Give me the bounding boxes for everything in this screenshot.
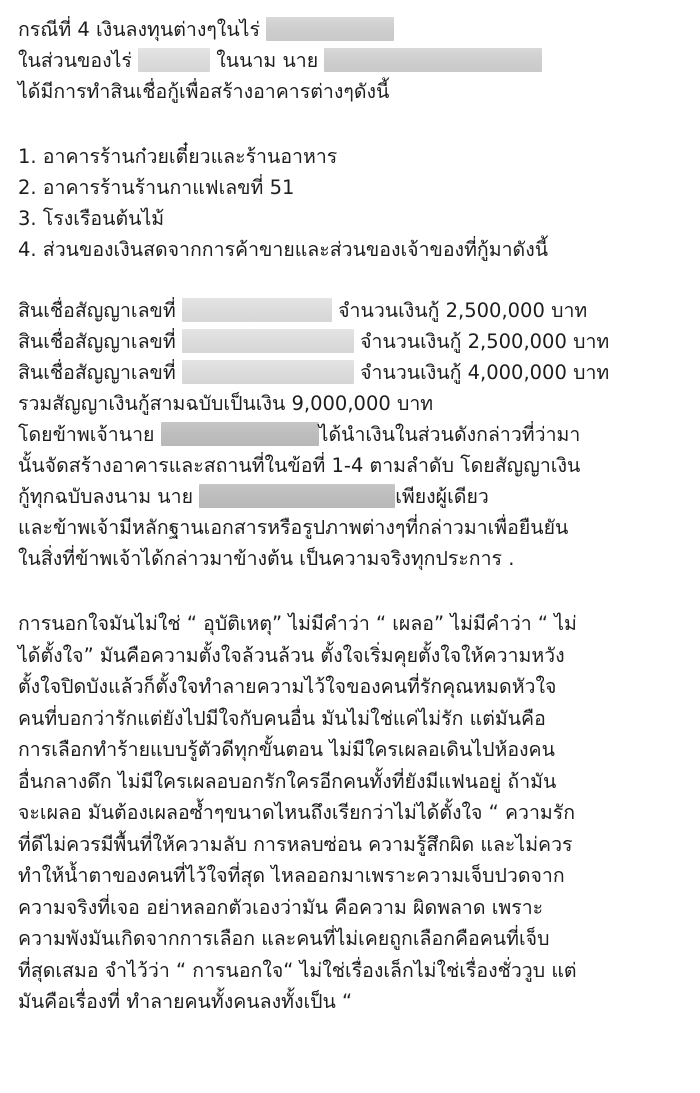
redaction-bar xyxy=(182,360,354,384)
intro-line-3: ได้มีการทำสินเชื่อกู้เพื่อสร้างอาคารต่างๆดังนี้ xyxy=(18,80,390,103)
list-item: 2. อาคารร้านร้านกาแฟเลขที่ 51 xyxy=(18,176,295,199)
intro-line-1 xyxy=(18,14,682,45)
essay-line: ทำให้น้ำตาของคนที่ไว้ใจที่สุด ไหลออกมาเพราะความเจ็บปวดจาก xyxy=(18,864,565,887)
loan-total: รวมสัญญาเงินกู้สามฉบับเป็นเงิน 9,000,000 บาท xyxy=(18,392,434,415)
statement-line-3-text-b: เพียงผู้เดียว xyxy=(395,485,489,508)
list-item: 3. โรงเรือนต้นไม้ xyxy=(18,207,165,230)
essay-line: จะเผลอ มันต้องเผลอซ้ำๆขนาดไหนถึงเรียกว่าไม่ได้ตั้งใจ “ ความรัก xyxy=(18,801,576,824)
redaction-bar xyxy=(138,48,210,72)
spacer xyxy=(18,107,682,141)
intro-line-2-text-b: ในนาม นาย xyxy=(210,49,325,72)
redaction-bar xyxy=(182,298,332,322)
essay-line: ความพังมันเกิดจากการเลือก และคนที่ไม่เคยถูกเลือกคือคนที่เจ็บ xyxy=(18,927,550,950)
essay-line: มันคือเรื่องที่ ทำลายคนทั้งคนลงทั้งเป็น “ xyxy=(18,990,353,1013)
loan-label: สินเชื่อสัญญาเลขที่ xyxy=(18,330,182,353)
redaction-bar xyxy=(199,484,395,508)
loan-label: สินเชื่อสัญญาเลขที่ xyxy=(18,299,182,322)
loan-amount: จำนวนเงินกู้ 2,500,000 บาท xyxy=(331,299,588,322)
essay-line: ที่สุดเสมอ จำไว้ว่า “ การนอกใจ“ ไม่ใช่เรื่องเล็กไม่ใช่เรื่องชั่ววูบ แต่ xyxy=(18,958,577,982)
redaction-bar xyxy=(182,329,354,353)
loan-row xyxy=(18,357,682,388)
loan-row xyxy=(18,295,682,326)
intro-paragraph xyxy=(18,14,682,107)
essay-line: คนที่บอกว่ารักแต่ยังไปมีใจกับคนอื่น มันไม่ใช่แค่ไม่รัก แต่มันคือ xyxy=(18,706,546,730)
loan-amount: จำนวนเงินกู้ 4,000,000 บาท xyxy=(353,361,610,384)
statement-line-1-text: โดยข้าพเจ้านาย xyxy=(18,423,161,446)
intro-line-1-text: กรณีที่ 4 เงินลงทุนต่างๆในไร่ xyxy=(18,18,267,41)
redaction-bar xyxy=(161,422,319,446)
statement-line-1 xyxy=(18,419,682,450)
loan-label: สินเชื่อสัญญาเลขที่ xyxy=(18,361,182,384)
essay-line: ความจริงที่เจอ อย่าหลอกตัวเองว่ามัน คือความ ผิดพลาด เพราะ xyxy=(18,895,544,919)
loan-row xyxy=(18,326,682,357)
loan-list xyxy=(18,295,682,419)
essay-line: ตั้งใจปิดบังแล้วก็ตั้งใจทำลายความไว้ใจของคนที่รักคุณหมดหัวใจ xyxy=(18,675,557,698)
statement-paragraph xyxy=(18,419,682,574)
essay-line: การนอกใจมันไม่ใช่ “ อุบัติเหตุ” ไม่มีคำว่า “ เผลอ” ไม่มีคำว่า “ ไม่ xyxy=(18,612,577,635)
spacer xyxy=(18,574,682,608)
statement-line-4: และข้าพเจ้ามีหลักฐานเอกสารหรือรูปภาพต่างๆที่กล่าวมาเพื่อยืนยัน xyxy=(18,516,569,539)
redaction-bar xyxy=(324,48,542,72)
redaction-bar xyxy=(266,17,394,41)
essay-line: ที่ดีไม่ควรมีพื้นที่ให้ความลับ การหลบซ่อน ความรู้สึกผิด และไม่ควร xyxy=(18,832,573,856)
statement-line-3-text: กู้ทุกฉบับลงนาม นาย xyxy=(18,485,200,508)
essay-line: การเลือกทำร้ายแบบรู้ตัวดีทุกขั้นตอน ไม่มีใครเผลอเดินไปห้องคน xyxy=(18,738,555,761)
essay-paragraph xyxy=(18,608,682,1018)
statement-line-5: ในสิ่งที่ข้าพเจ้าได้กล่าวมาข้างต้น เป็นความจริงทุกประการ . xyxy=(18,547,515,570)
statement-line-3 xyxy=(18,481,682,512)
spacer xyxy=(18,265,682,295)
numbered-list xyxy=(18,141,682,265)
intro-line-2-text-a: ในส่วนของไร่ xyxy=(18,49,139,72)
intro-line-2 xyxy=(18,45,682,76)
list-item: 1. อาคารร้านก๋วยเตี๋ยวและร้านอาหาร xyxy=(18,145,338,168)
list-item: 4. ส่วนของเงินสดจากการค้าขายและส่วนของเจ้าของที่กู้มาดังนี้ xyxy=(18,238,549,261)
statement-line-2: นั้นจัดสร้างอาคารและสถานที่ในข้อที่ 1-4 ตามลำดับ โดยสัญญาเงิน xyxy=(18,454,581,477)
statement-line-1-text-b: ได้นำเงินในส่วนดังกล่าวที่ว่ามา xyxy=(318,423,581,446)
loan-amount: จำนวนเงินกู้ 2,500,000 บาท xyxy=(353,330,610,353)
essay-line: ได้ตั้งใจ” มันคือความตั้งใจล้วนล้วน ตั้งใจเริ่มคุยตั้งใจให้ความหวัง xyxy=(18,643,565,667)
essay-line: อื่นกลางดึก ไม่มีใครเผลอบอกรักใครอีกคนทั้งที่ยังมีแฟนอยู่ ถ้ามัน xyxy=(18,769,557,793)
